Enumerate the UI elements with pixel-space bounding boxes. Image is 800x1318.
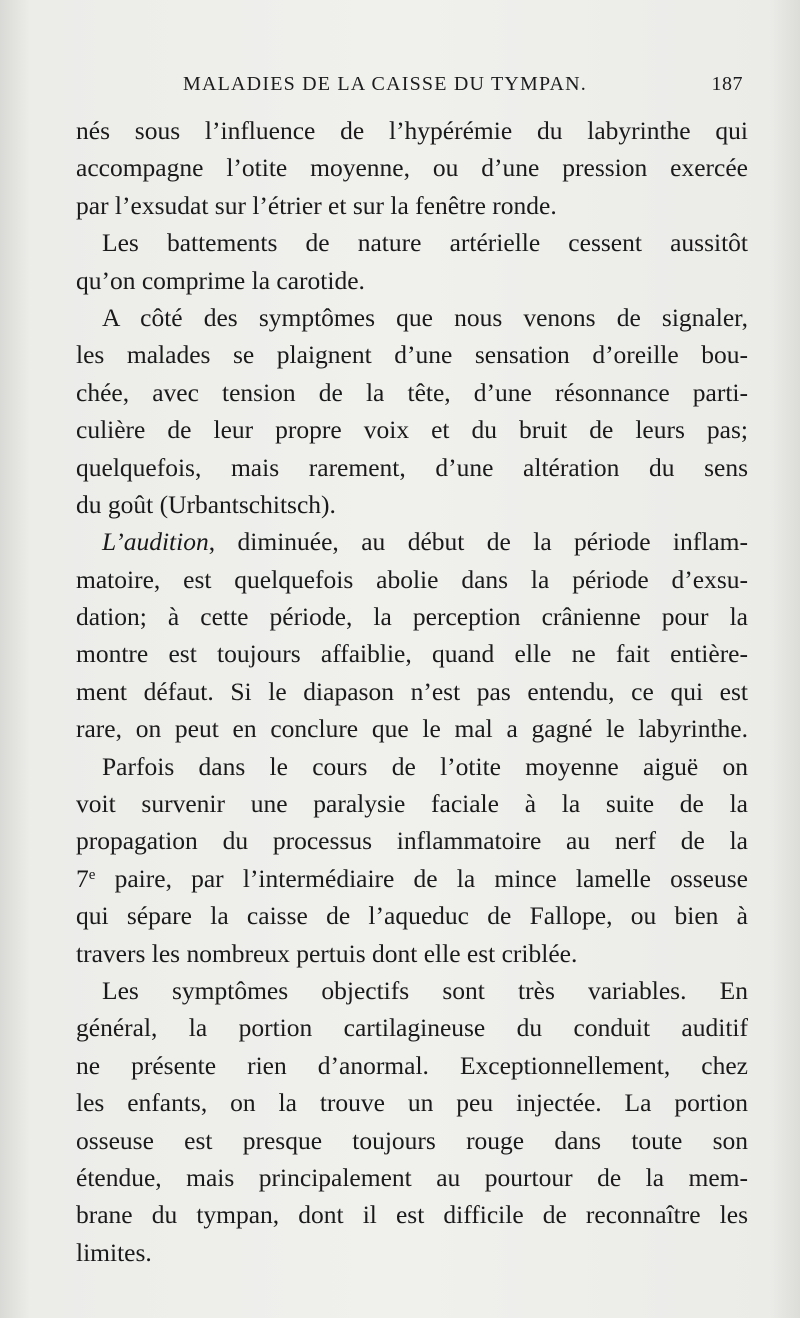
running-title: MALADIES DE LA CAISSE DU TYMPAN. bbox=[183, 73, 587, 95]
text-line bbox=[76, 149, 748, 186]
text-line bbox=[76, 972, 748, 1009]
line-text: Les battements de nature artérielle cessent aussitôt bbox=[102, 228, 748, 258]
line-text: paire, par l’intermédiaire de la mince lamelle osseuse bbox=[95, 863, 748, 893]
text-line bbox=[76, 822, 748, 859]
text-line bbox=[76, 1122, 748, 1159]
ordinal-number: 7 bbox=[76, 863, 89, 893]
text-line bbox=[76, 486, 748, 523]
line-text: Parfois dans le cours de l’otite moyenne aiguë on bbox=[102, 751, 748, 781]
line-text: général, la portion cartilagineuse du conduit auditif bbox=[76, 1013, 748, 1043]
line-text: ne présente rien d’anormal. Exceptionnellement, chez bbox=[76, 1050, 748, 1080]
text-line bbox=[76, 1084, 748, 1121]
text-line bbox=[76, 635, 748, 672]
line-text: voit survenir une paralysie faciale à la suite de la bbox=[76, 789, 748, 819]
line-text: les malades se plaignent d’une sensation d’oreille bou- bbox=[76, 340, 748, 370]
line-text: brane du tympan, dont il est difficile de reconnaître les bbox=[76, 1200, 748, 1230]
text-line bbox=[76, 262, 748, 299]
text-line bbox=[76, 673, 748, 710]
text-line bbox=[76, 748, 748, 785]
text-line bbox=[76, 897, 748, 934]
line-text: qui sépare la caisse de l’aqueduc de Fallope, ou bien à bbox=[76, 901, 748, 931]
line-text: A côté des symptômes que nous venons de signaler, bbox=[102, 302, 748, 332]
line-text: , diminuée, au début de la période inflam- bbox=[208, 527, 748, 557]
text-line bbox=[76, 336, 748, 373]
line-text: osseuse est presque toujours rouge dans toute son bbox=[76, 1125, 748, 1155]
text-line bbox=[76, 860, 748, 897]
line-text: Les symptômes objectifs sont très variables. En bbox=[102, 975, 748, 1005]
text-line bbox=[76, 710, 748, 747]
line-text: montre est toujours affaiblie, quand elle ne fait entière- bbox=[76, 639, 748, 669]
text-line bbox=[76, 1047, 748, 1084]
text-line bbox=[76, 112, 748, 149]
line-text: chée, avec tension de la tête, d’une résonnance parti- bbox=[76, 377, 748, 407]
line-text: limites. bbox=[76, 1237, 152, 1267]
text-line bbox=[76, 935, 748, 972]
ordinal-suffix: e bbox=[88, 866, 96, 883]
text-line bbox=[76, 224, 748, 261]
text-line bbox=[76, 299, 748, 336]
line-text: rare, on peut en conclure que le mal a gagné le labyrinthe. bbox=[76, 714, 748, 744]
line-text: dation; à cette période, la perception crânienne pour la bbox=[76, 602, 748, 632]
line-text: les enfants, on la trouve un peu injectée. La portion bbox=[76, 1088, 748, 1118]
italic-term: L’audition bbox=[102, 527, 209, 557]
line-text: travers les nombreux pertuis dont elle est criblée. bbox=[76, 938, 578, 968]
page-number: 187 bbox=[711, 73, 743, 95]
line-text: étendue, mais principalement au pourtour de la mem- bbox=[76, 1162, 748, 1192]
line-text: ment défaut. Si le diapason n’est pas entendu, ce qui est bbox=[76, 676, 748, 706]
text-line bbox=[76, 1009, 748, 1046]
running-header bbox=[183, 73, 743, 103]
text-line bbox=[76, 523, 748, 560]
line-text: par l’exsudat sur l’étrier et sur la fenêtre ronde. bbox=[76, 190, 557, 220]
text-line bbox=[76, 449, 748, 486]
text-line bbox=[76, 411, 748, 448]
body-text bbox=[76, 112, 748, 1271]
text-line bbox=[76, 374, 748, 411]
line-text: culière de leur propre voix et du bruit de leurs pas; bbox=[76, 415, 748, 445]
text-line bbox=[76, 1159, 748, 1196]
text-line bbox=[76, 1234, 748, 1271]
line-text: quelquefois, mais rarement, d’une altération du sens bbox=[76, 452, 748, 482]
text-line bbox=[76, 598, 748, 635]
text-line bbox=[76, 785, 748, 822]
text-line bbox=[76, 561, 748, 598]
line-text: qu’on comprime la carotide. bbox=[76, 265, 365, 295]
text-line bbox=[76, 1196, 748, 1233]
text-line bbox=[76, 187, 748, 224]
line-text: du goût (Urbantschitsch). bbox=[76, 489, 336, 519]
line-text: propagation du processus inflammatoire au nerf de la bbox=[76, 826, 748, 856]
line-text: accompagne l’otite moyenne, ou d’une pression exercée bbox=[76, 153, 748, 183]
line-text: nés sous l’influence de l’hypérémie du labyrinthe qui bbox=[76, 116, 748, 145]
line-text: matoire, est quelquefois abolie dans la période d’exsu- bbox=[76, 564, 748, 594]
